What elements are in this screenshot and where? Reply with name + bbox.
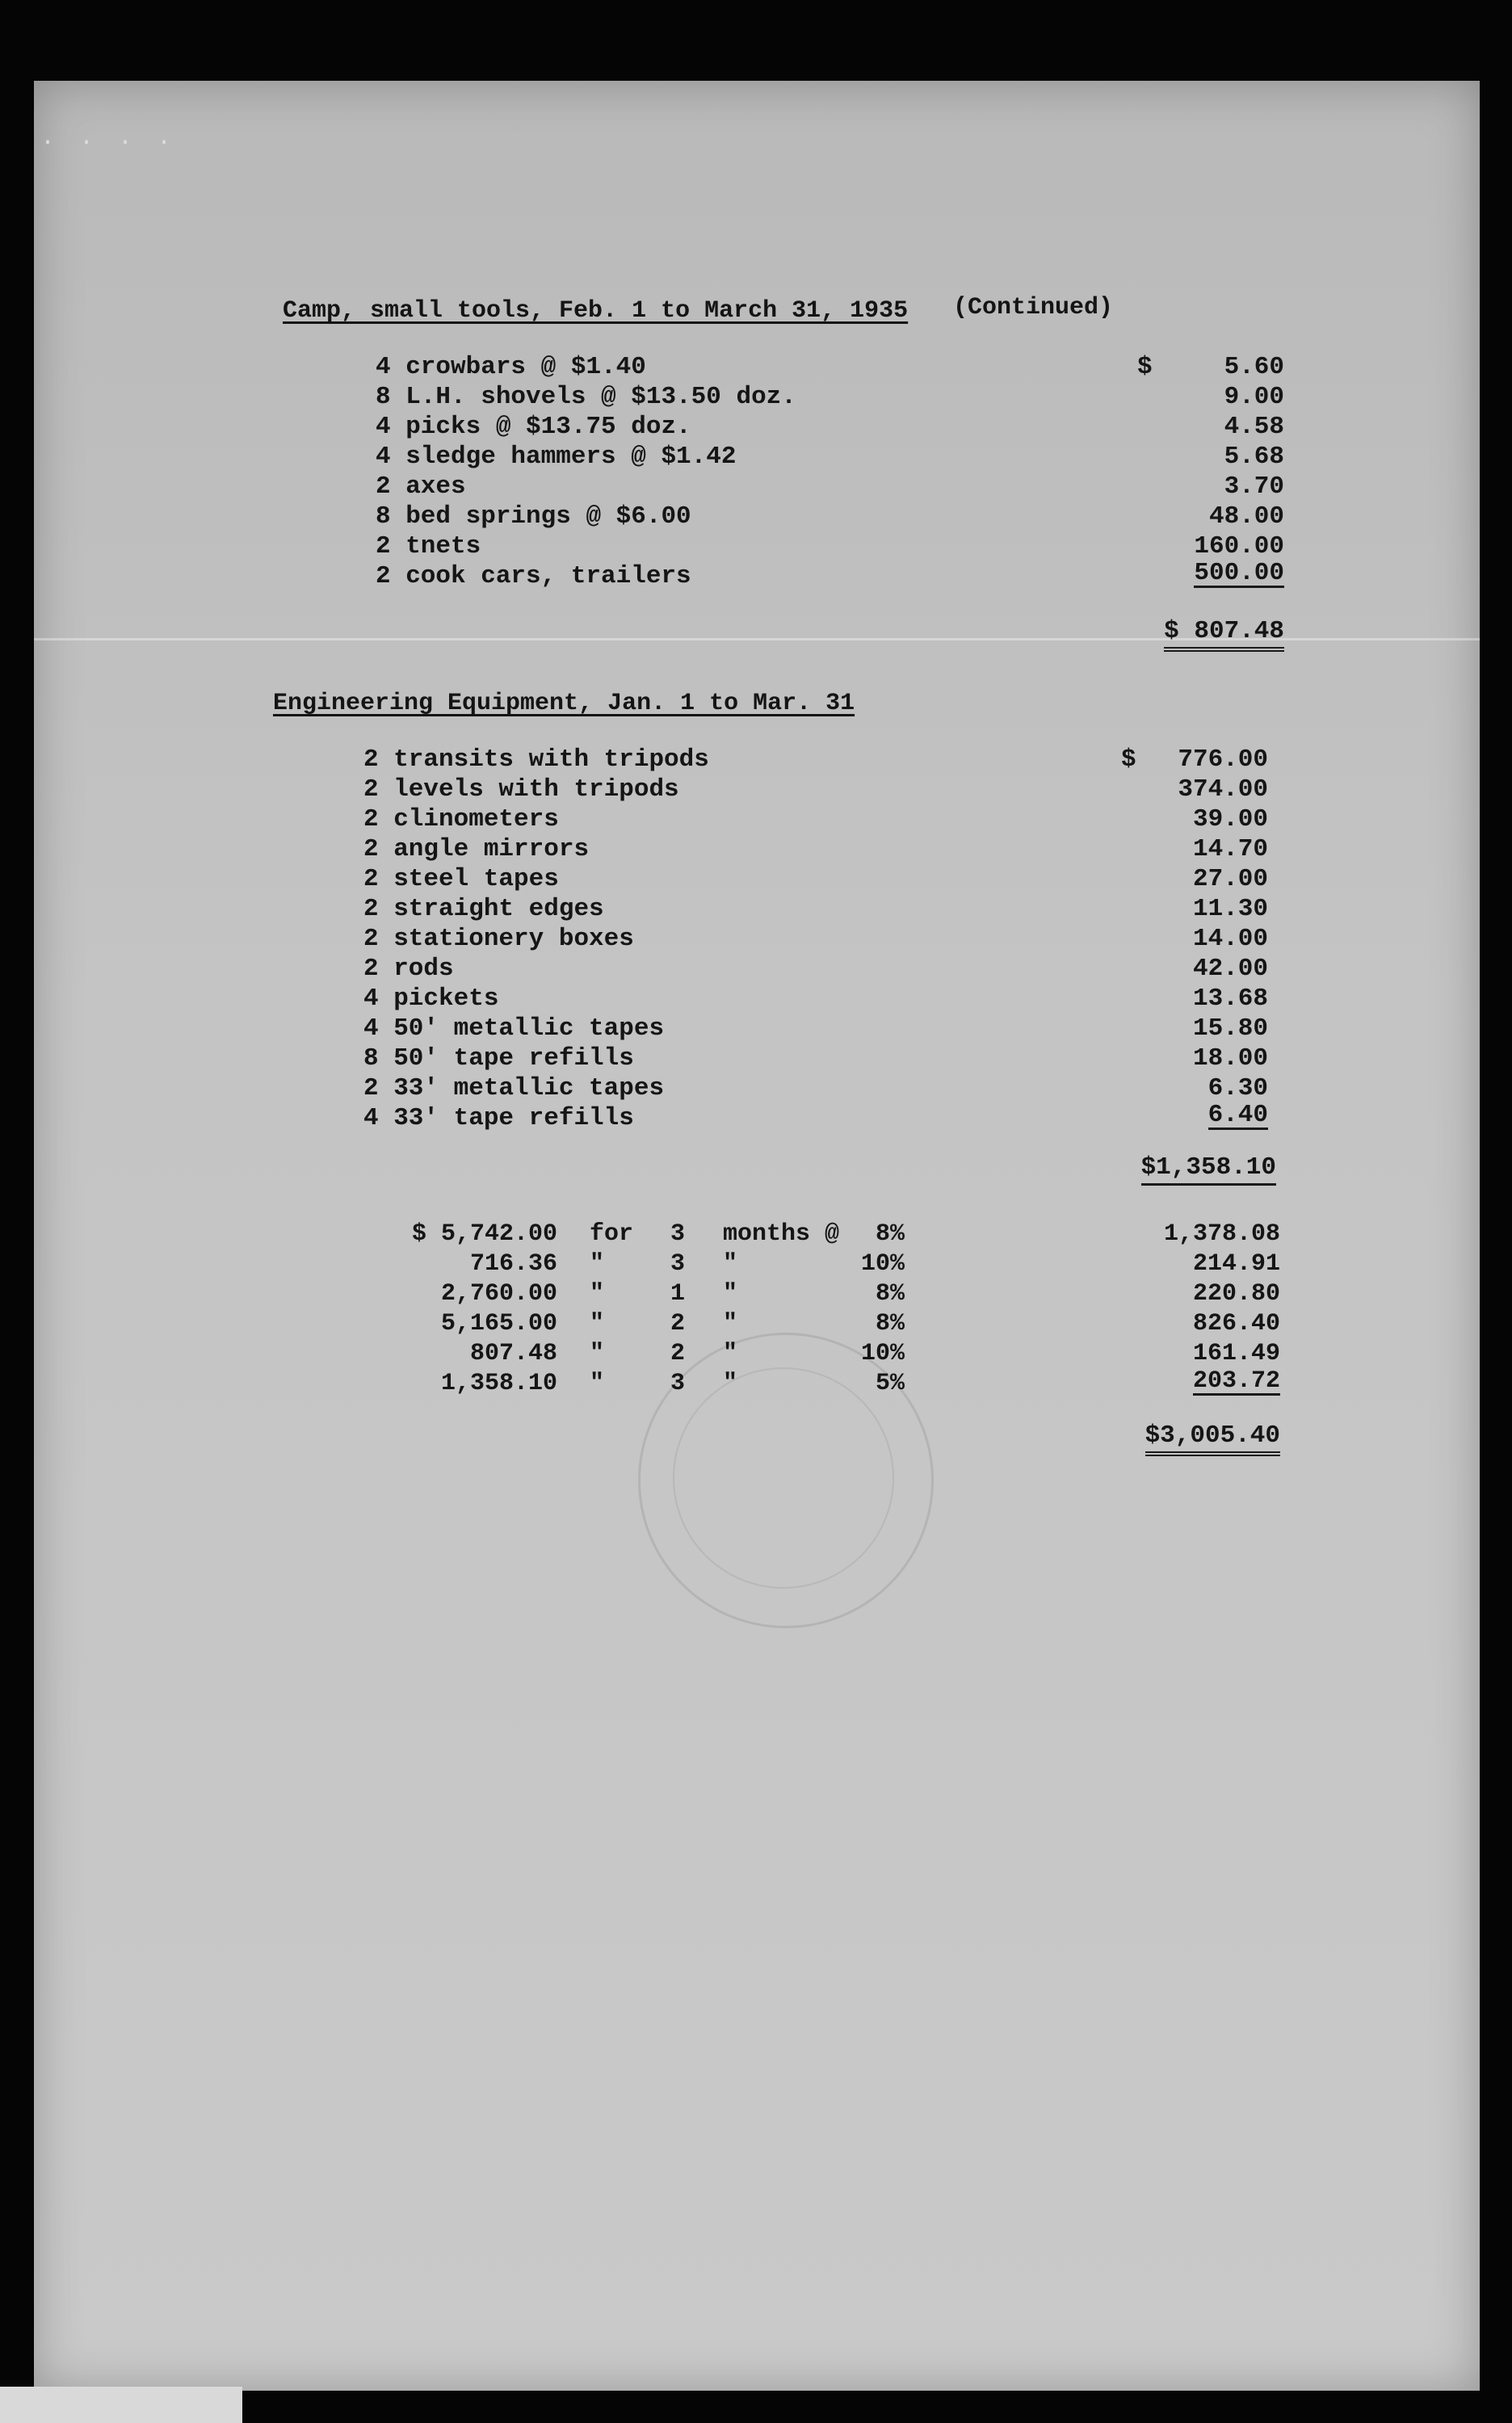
item-amount: 374.00: [1178, 775, 1268, 804]
principal: 2,760.00: [440, 1280, 557, 1308]
computation-row: [372, 1339, 1280, 1369]
item-amount: 15.80: [1192, 1014, 1268, 1043]
line-item: [363, 1103, 1268, 1133]
computation-row: [372, 1309, 1280, 1339]
item-amount: 14.00: [1192, 925, 1268, 953]
line-item: [376, 382, 1284, 412]
item-label: 8 L.H. shovels @ $13.50 doz.: [376, 383, 796, 411]
computation-row: [372, 1279, 1280, 1309]
line-item: [363, 984, 1268, 1014]
item-amount: 776.00: [1178, 745, 1268, 774]
line-item: [363, 954, 1268, 984]
amount: 220.80: [1192, 1280, 1280, 1308]
item-amount: 39.00: [1192, 805, 1268, 834]
computation-total-value: $3,005.40: [1145, 1421, 1280, 1456]
item-label: 8 bed springs @ $6.00: [376, 502, 691, 531]
for-label: ": [590, 1250, 605, 1278]
rate: 10%: [860, 1250, 905, 1278]
amount: 161.49: [1192, 1340, 1280, 1367]
amount: 214.91: [1192, 1250, 1280, 1278]
computation-total: [1119, 1421, 1280, 1450]
item-label: 2 straight edges: [363, 895, 604, 923]
line-item: [363, 834, 1268, 864]
unit-label: ": [723, 1340, 738, 1367]
months: 3: [670, 1220, 686, 1248]
section1-total: [1123, 617, 1284, 645]
amount: 1,378.08: [1163, 1220, 1280, 1248]
item-label: 4 33' tape refills: [363, 1104, 634, 1132]
line-item: [363, 1044, 1268, 1073]
line-item: [363, 1073, 1268, 1103]
line-item: [376, 442, 1284, 472]
computation-row: [372, 1249, 1280, 1279]
for-label: ": [590, 1340, 605, 1367]
computation-row: [372, 1220, 1280, 1249]
unit-label: ": [723, 1280, 738, 1308]
item-label: 2 steel tapes: [363, 865, 559, 893]
months: 2: [670, 1340, 686, 1367]
rate: 8%: [875, 1220, 905, 1248]
page-tab: [0, 2387, 242, 2423]
section2-list: [363, 745, 1268, 1133]
unit-label: ": [723, 1370, 738, 1397]
item-amount: 48.00: [1208, 502, 1284, 531]
item-amount: 5.60: [1224, 353, 1284, 381]
line-item: [376, 472, 1284, 502]
line-item: [363, 775, 1268, 804]
section2-total-value: $1,358.10: [1141, 1153, 1276, 1186]
item-amount: 6.30: [1208, 1074, 1268, 1102]
item-label: 2 33' metallic tapes: [363, 1074, 665, 1102]
section1-list: [376, 352, 1284, 591]
item-label: 4 sledge hammers @ $1.42: [376, 443, 737, 471]
item-amount: 5.68: [1224, 443, 1284, 471]
line-item: [363, 864, 1268, 894]
item-amount: 14.70: [1192, 835, 1268, 863]
item-label: 2 angle mirrors: [363, 835, 590, 863]
amount: 203.72: [1192, 1367, 1280, 1395]
months: 3: [670, 1370, 686, 1397]
item-label: 2 clinometers: [363, 805, 559, 834]
principal: 716.36: [469, 1250, 557, 1278]
item-label: 2 cook cars, trailers: [376, 562, 691, 590]
section1-note: (Continued): [953, 294, 1114, 321]
item-label: 2 stationery boxes: [363, 925, 634, 953]
rate: 8%: [875, 1310, 905, 1337]
item-amount: 11.30: [1192, 895, 1268, 923]
item-label: 2 axes: [376, 472, 466, 501]
item-amount: 160.00: [1194, 532, 1284, 561]
for-label: for: [590, 1220, 634, 1248]
line-item: [363, 924, 1268, 954]
principal: 807.48: [469, 1340, 557, 1367]
section1-total-value: $ 807.48: [1164, 617, 1284, 652]
unit-label: ": [723, 1310, 738, 1337]
line-item: [376, 561, 1284, 591]
item-label: 4 pickets: [363, 985, 499, 1013]
currency-sign: $: [1121, 745, 1136, 774]
item-label: 2 rods: [363, 955, 454, 983]
principal: 5,165.00: [440, 1310, 557, 1337]
item-label: 2 transits with tripods: [363, 745, 709, 774]
item-label: 4 50' metallic tapes: [363, 1014, 665, 1043]
item-amount: 6.40: [1208, 1101, 1268, 1129]
item-amount: 500.00: [1194, 559, 1284, 587]
line-item: [363, 804, 1268, 834]
item-label: 2 tnets: [376, 532, 481, 561]
section2-total: [1115, 1153, 1276, 1182]
item-label: 8 50' tape refills: [363, 1044, 634, 1073]
rate: 8%: [875, 1280, 905, 1308]
line-item: [363, 1014, 1268, 1044]
line-item: [363, 745, 1268, 775]
months: 2: [670, 1310, 686, 1337]
currency-sign: $: [1137, 353, 1153, 381]
rate: 10%: [860, 1340, 905, 1367]
amount: 826.40: [1192, 1310, 1280, 1337]
item-amount: 9.00: [1224, 383, 1284, 411]
months: 3: [670, 1250, 686, 1278]
for-label: ": [590, 1280, 605, 1308]
section2-title: Engineering Equipment, Jan. 1 to Mar. 31: [273, 690, 855, 717]
section1-title: Camp, small tools, Feb. 1 to March 31, 1935: [283, 297, 909, 325]
unit-label: ": [723, 1250, 738, 1278]
item-amount: 4.58: [1224, 413, 1284, 441]
interest-computation: [372, 1220, 1280, 1399]
item-label: 2 levels with tripods: [363, 775, 679, 804]
principal: 1,358.10: [440, 1370, 557, 1397]
computation-row: [372, 1369, 1280, 1399]
months: 1: [670, 1280, 686, 1308]
for-label: ": [590, 1370, 605, 1397]
rate: 5%: [875, 1370, 905, 1397]
item-amount: 27.00: [1192, 865, 1268, 893]
item-amount: 3.70: [1224, 472, 1284, 501]
edge-marks: · · · ·: [40, 129, 177, 157]
unit-label: months @: [723, 1220, 840, 1248]
line-item: [376, 531, 1284, 561]
item-amount: 18.00: [1192, 1044, 1268, 1073]
line-item: [363, 894, 1268, 924]
line-item: [376, 412, 1284, 442]
item-label: 4 crowbars @ $1.40: [376, 353, 646, 381]
item-amount: 42.00: [1192, 955, 1268, 983]
principal: $ 5,742.00: [411, 1220, 557, 1248]
for-label: ": [590, 1310, 605, 1337]
line-item: [376, 502, 1284, 531]
line-item: [376, 352, 1284, 382]
item-amount: 13.68: [1192, 985, 1268, 1013]
item-label: 4 picks @ $13.75 doz.: [376, 413, 691, 441]
